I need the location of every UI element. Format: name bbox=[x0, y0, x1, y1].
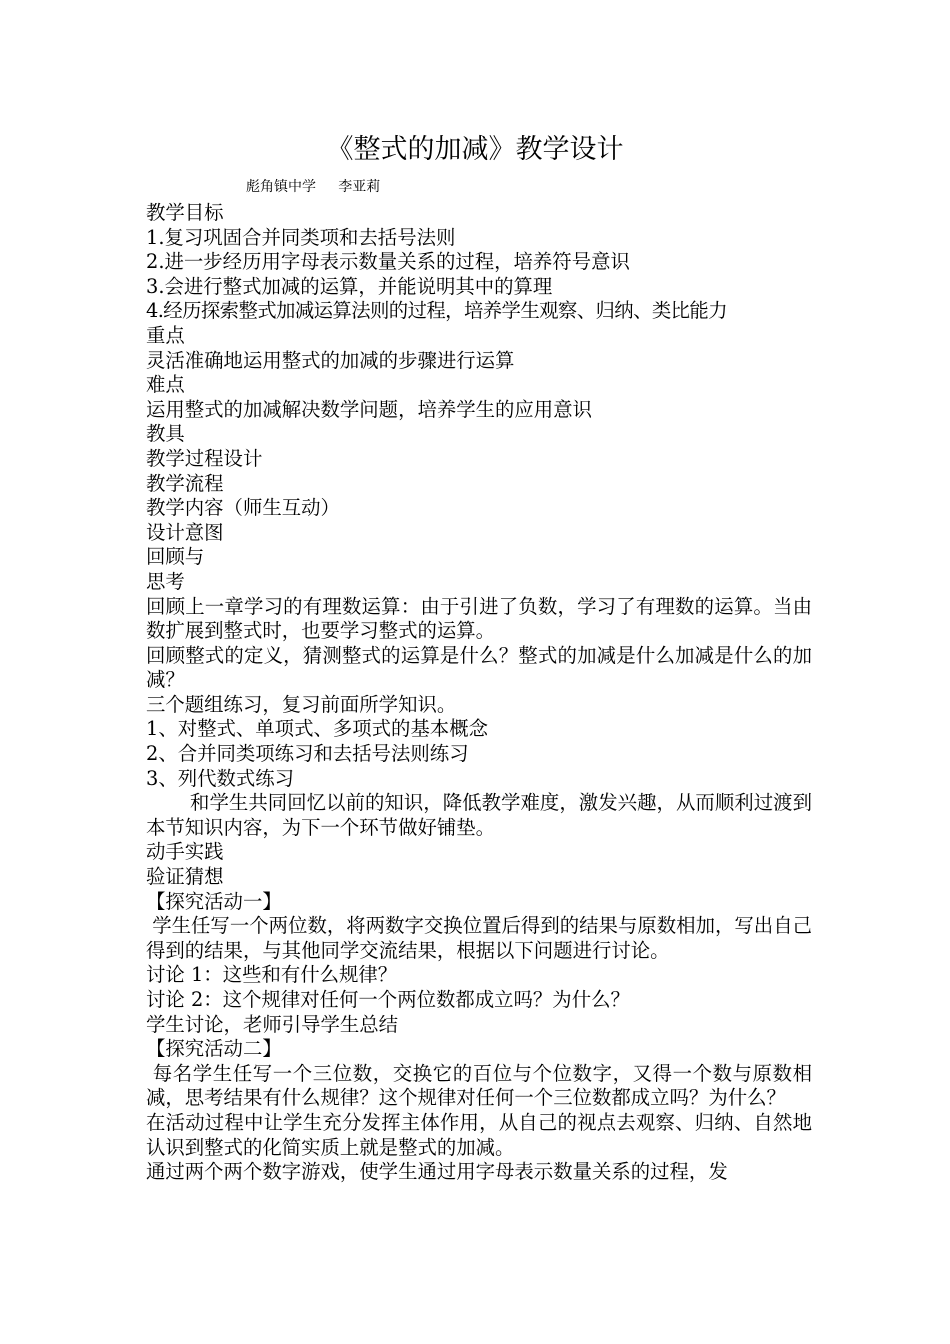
section-review-label-1: 回顾与 bbox=[146, 545, 205, 569]
activity-2-heading: 【探究活动二】 bbox=[146, 1037, 282, 1061]
heading-difficulties: 难点 bbox=[146, 373, 185, 397]
activity-1-text: 学生任写一个两位数，将两数字交换位置后得到的结果与原数相加，写出自己得到的结果，与其他同学交流结果，根据以下问题进行讨论。 bbox=[146, 914, 812, 962]
section-practice-label-2: 验证猜想 bbox=[146, 865, 224, 889]
heading-teaching-flow: 教学流程 bbox=[146, 471, 224, 495]
heading-objectives: 教学目标 bbox=[146, 201, 224, 224]
document-title: 《整式的加减》教学设计 bbox=[326, 134, 624, 165]
objective-2: 2.进一步经历用字母表示数量关系的过程，培养符号意识 bbox=[146, 250, 630, 274]
exercise-item-3: 3、列代数式练习 bbox=[146, 766, 295, 790]
objective-3: 3.会进行整式加减的运算，并能说明其中的算理 bbox=[146, 274, 553, 298]
heading-teaching-aids: 教具 bbox=[146, 422, 185, 446]
heading-key-points: 重点 bbox=[146, 323, 185, 347]
exercise-item-1: 1、对整式、单项式、多项式的基本概念 bbox=[146, 717, 488, 741]
activity-intent-paragraph: 在活动过程中让学生充分发挥主体作用，从自己的视点去观察、归纳、自然地认识到整式的化简实质上就是整式的加减。 bbox=[146, 1110, 812, 1159]
key-points-text: 灵活准确地运用整式的加减的步骤进行运算 bbox=[146, 348, 515, 372]
difficulties-text: 运用整式的加减解决数学问题，培养学生的应用意识 bbox=[146, 397, 592, 421]
heading-process-design: 教学过程设计 bbox=[146, 446, 263, 470]
review-exercises-intro: 三个题组练习，复习前面所学知识。 bbox=[146, 692, 457, 716]
section-practice-label-1: 动手实践 bbox=[146, 840, 224, 864]
exercise-item-2: 2、合并同类项练习和去括号法则练习 bbox=[146, 742, 469, 766]
heading-design-intent: 设计意图 bbox=[146, 520, 224, 544]
review-intent-paragraph: 和学生共同回忆以前的知识，降低教学难度，激发兴趣，从而顺利过渡到本节知识内容，为下一个环节做好铺垫。 bbox=[146, 791, 812, 839]
activity-1-heading: 【探究活动一】 bbox=[146, 889, 282, 913]
document-body bbox=[146, 201, 812, 1185]
review-paragraph-1: 回顾上一章学习的有理数运算：由于引进了负数，学习了有理数的运算。当由数扩展到整式时，也要学习整式的运算。 bbox=[146, 594, 812, 643]
heading-teaching-content: 教学内容（师生互动） bbox=[146, 496, 340, 520]
author-line: 彪角镇中学 李亚莉 bbox=[246, 179, 381, 195]
activity-2-text: 每名学生任写一个三位数，交换它的百位与个位数字，又得一个数与原数相减，思考结果有什么规律？这个规律对任何一个三位数都成立吗？为什么？ bbox=[146, 1061, 813, 1110]
objective-4: 4.经历探索整式加减运算法则的过程，培养学生观察、归纳、类比能力 bbox=[146, 299, 728, 323]
review-paragraph-2: 回顾整式的定义，猜测整式的运算是什么？整式的加减是什么加减是什么的加减？ bbox=[146, 643, 812, 692]
closing-paragraph: 通过两个两个数字游戏，使学生通过用字母表示数量关系的过程，发 bbox=[146, 1160, 728, 1184]
objective-1: 1.复习巩固合并同类项和去括号法则 bbox=[146, 225, 456, 249]
discussion-2: 讨论 2：这个规律对任何一个两位数都成立吗？为什么？ bbox=[146, 988, 630, 1011]
discussion-summary: 学生讨论，老师引导学生总结 bbox=[146, 1012, 399, 1036]
discussion-1: 讨论 1：这些和有什么规律？ bbox=[146, 963, 398, 987]
section-review-label-2: 思考 bbox=[146, 569, 185, 593]
